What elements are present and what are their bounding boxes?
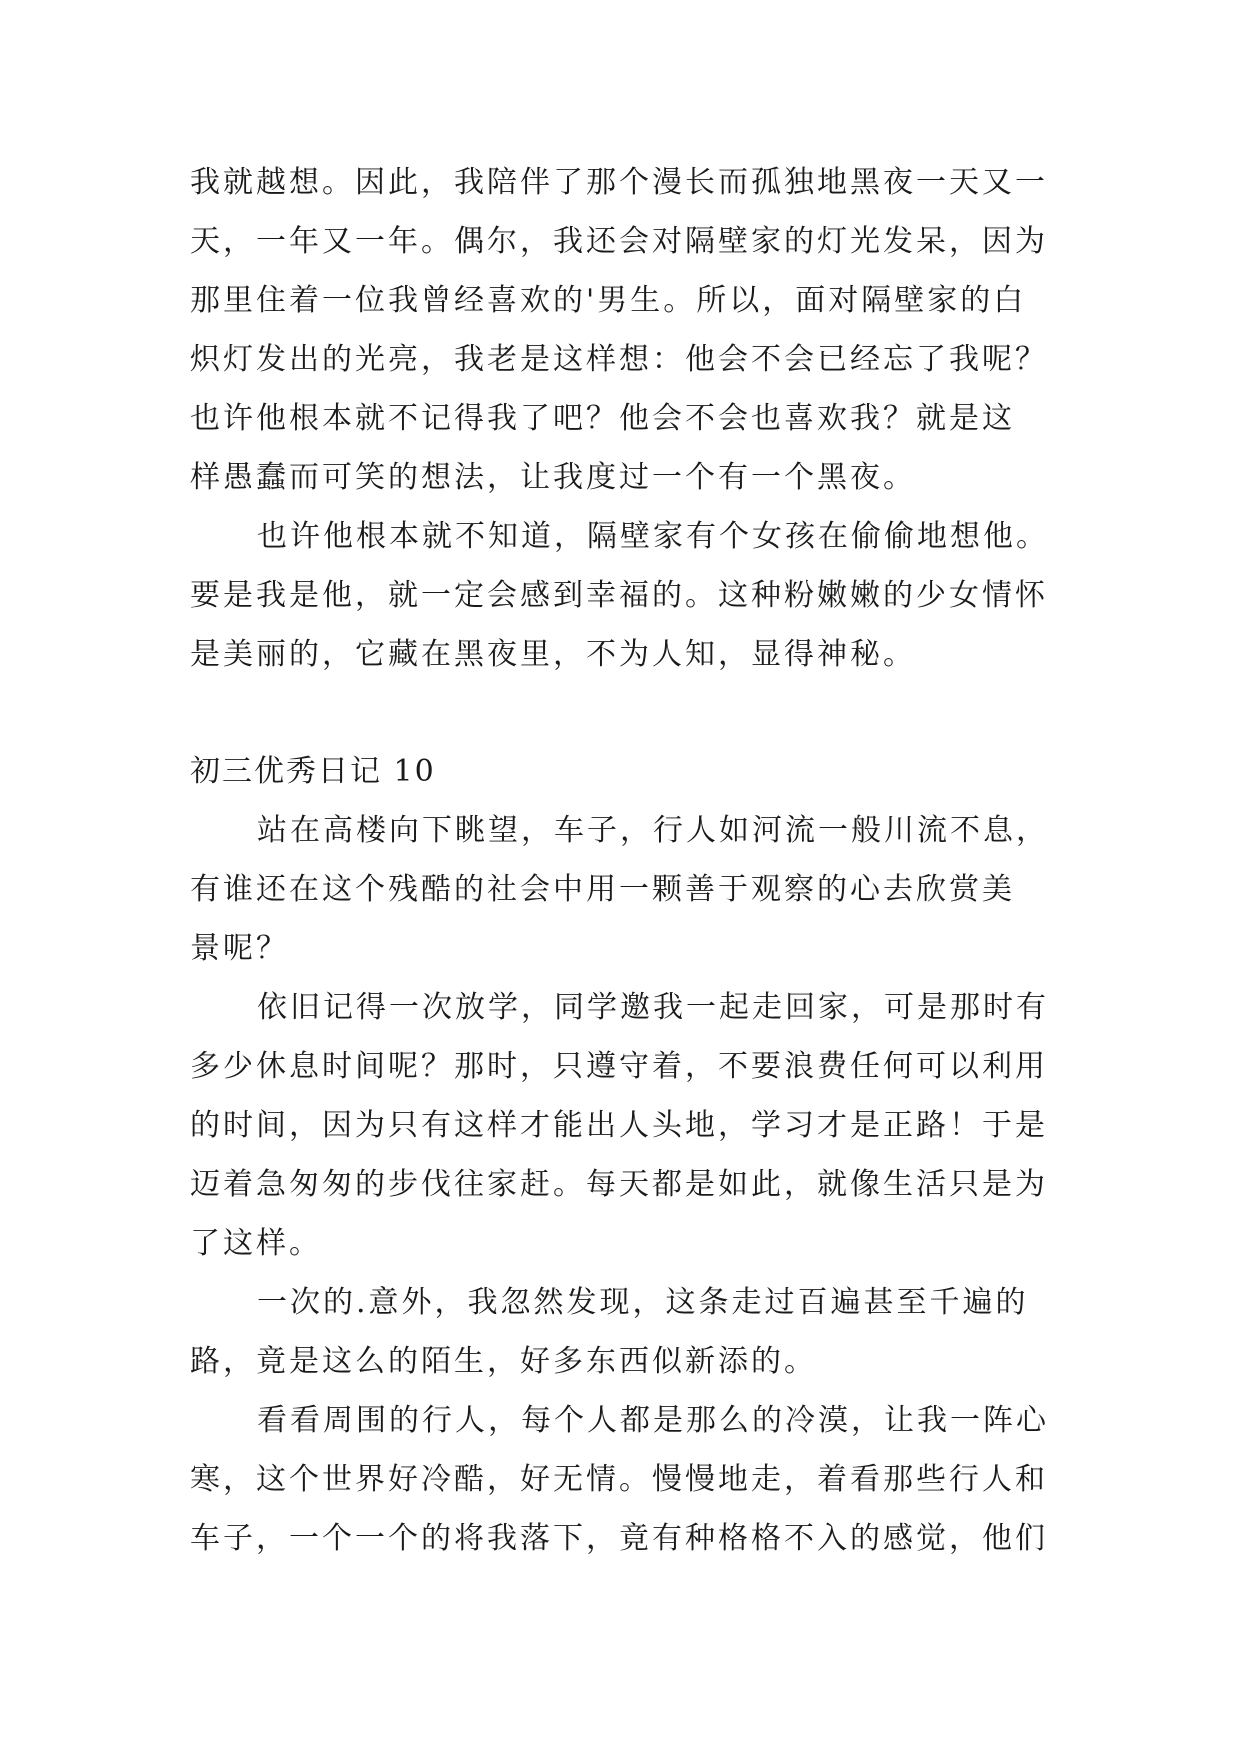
text-line: 车子，一个一个的将我落下，竟有种格格不入的感觉，他们	[190, 1521, 1048, 1556]
text-line: 也许他根本就不记得我了吧？他会不会也喜欢我？就是这	[190, 401, 1015, 436]
text-line-indented: 也许他根本就不知道，隔壁家有个女孩在偷偷地想他。	[257, 519, 1049, 554]
text-line: 样愚蠢而可笑的想法，让我度过一个有一个黑夜。	[190, 460, 916, 495]
text-line: 的时间，因为只有这样才能出人头地，学习才是正路！于是	[190, 1108, 1048, 1143]
text-line: 景呢？	[190, 931, 289, 966]
entry-heading: 初三优秀日记 10	[190, 754, 436, 789]
text-line: 迈着急匆匆的步伐往家赶。每天都是如此，就像生活只是为	[190, 1167, 1048, 1202]
text-line: 寒，这个世界好冷酷，好无情。慢慢地走，着看那些行人和	[190, 1462, 1048, 1497]
text-line-indented: 依旧记得一次放学，同学邀我一起走回家，可是那时有	[257, 990, 1049, 1025]
text-line-indented: 看看周围的行人，每个人都是那么的冷漠，让我一阵心	[257, 1403, 1049, 1438]
text-line-indented: 站在高楼向下眺望，车子，行人如河流一般川流不息，	[257, 813, 1049, 848]
text-line: 路，竟是这么的陌生，好多东西似新添的。	[190, 1344, 817, 1379]
text-line: 天，一年又一年。偶尔，我还会对隔壁家的灯光发呆，因为	[190, 224, 1048, 259]
text-line: 是美丽的，它藏在黑夜里，不为人知，显得神秘。	[190, 637, 916, 672]
text-line: 要是我是他，就一定会感到幸福的。这种粉嫩嫩的少女情怀	[190, 578, 1048, 613]
text-line: 多少休息时间呢？那时，只遵守着，不要浪费任何可以利用	[190, 1049, 1048, 1084]
text-line: 了这样。	[190, 1226, 322, 1261]
text-line: 炽灯发出的光亮，我老是这样想：他会不会已经忘了我呢？	[190, 342, 1048, 377]
text-line: 有谁还在这个残酷的社会中用一颗善于观察的心去欣赏美	[190, 872, 1015, 907]
text-line: 我就越想。因此，我陪伴了那个漫长而孤独地黑夜一天又一	[190, 165, 1048, 200]
text-line-indented: 一次的.意外，我忽然发现，这条走过百遍甚至千遍的	[257, 1285, 1029, 1320]
diary-section-2	[190, 801, 1070, 1568]
diary-section-1	[190, 153, 1070, 684]
text-line: 那里住着一位我曾经喜欢的'男生。所以，面对隔壁家的白	[190, 283, 1027, 318]
